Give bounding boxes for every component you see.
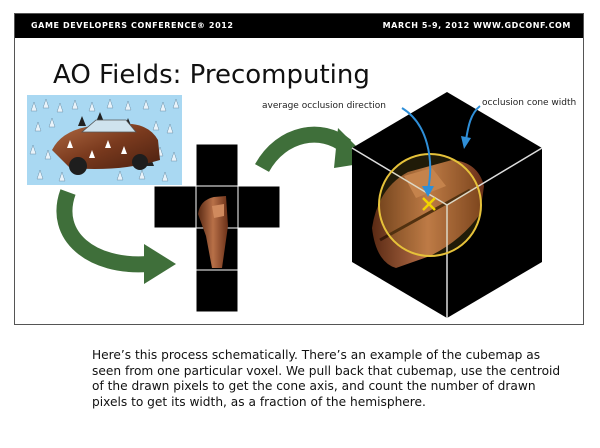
conference-date-url: MARCH 5-9, 2012 WWW.GDCONF.COM (382, 21, 571, 30)
conference-name: GAME DEVELOPERS CONFERENCE® 2012 (31, 21, 234, 30)
slide-title: AO Fields: Precomputing (53, 60, 370, 90)
speaker-notes: Here’s this process schematically. There’s an example of the cubemap as seen from one particular voxel. We pull back that cubemap, use the centroid of the drawn pixels to get the cone axis, and count the number of drawn pixels to get its width, as a fraction of the hemisphere. (92, 348, 561, 409)
label-average-occlusion-direction: average occlusion direction (262, 101, 387, 111)
label-occlusion-cone-width: occlusion cone width (482, 98, 577, 108)
voxel-field-image (27, 95, 182, 185)
cubemap-hexagon (352, 92, 542, 318)
